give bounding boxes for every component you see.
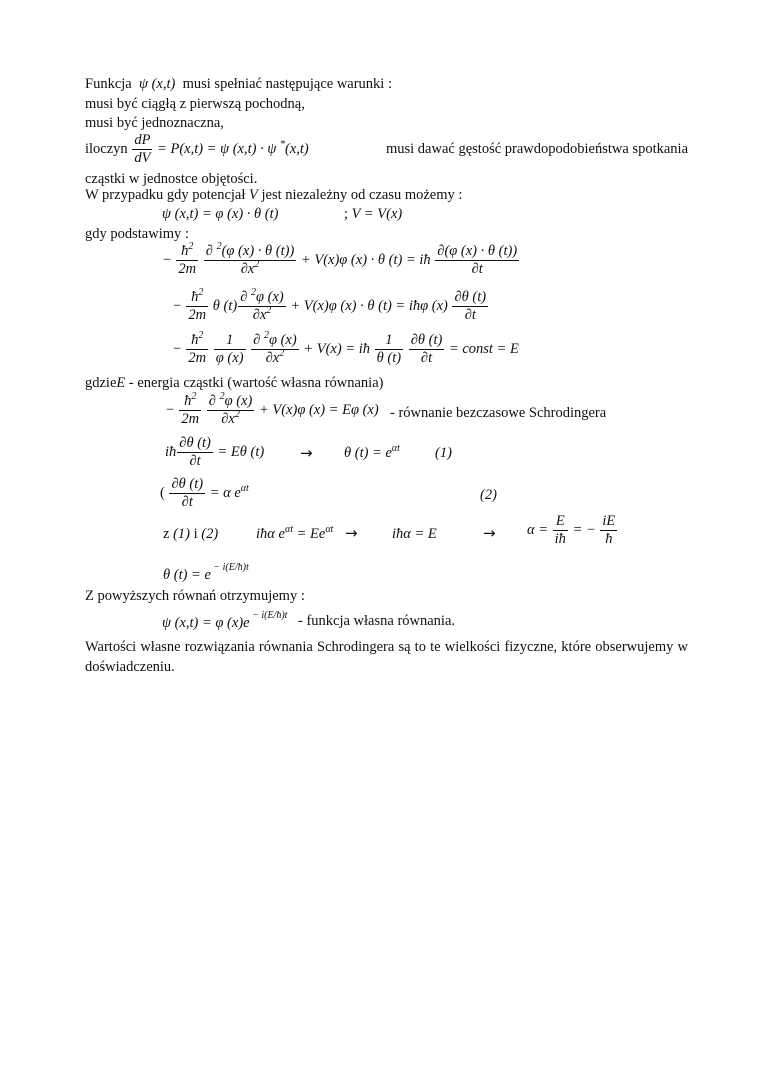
- text-iloczyn: iloczyn: [85, 141, 128, 157]
- line-potential: W przypadku gdy potencjał V jest niezależny od czasu możemy :: [85, 187, 463, 203]
- arrow-right-icon: →: [483, 524, 496, 542]
- math-psi-xt: ψ (x,t): [135, 76, 179, 92]
- line-funkcja: [85, 75, 392, 93]
- paragraph-conclusion: Wartości własne rozwiązania równania Schrodingera są to te wielkości fizyczne, które obserwujemy w doświadczeniu.: [85, 639, 688, 675]
- math-combined: iħα $e^{\alpha t} = Ee^{\alpha t}$: [256, 524, 334, 542]
- math-theta-derivative: ( $\frac{\partial\theta (t)}{\partial t}$ = α $e^{\alpha t}$: [160, 476, 249, 510]
- math-alpha: α = $\frac{E}{iħ}$ = − $\frac{iE}{ħ}$: [527, 513, 616, 547]
- math-probability-density: $\frac{dP}{dV}$ = P(x,t) = ψ (x,t) · ψ *(x,t): [134, 132, 309, 167]
- math-schrodinger-stationary: − $\frac{ħ^2}{2m}$ $\frac{\partial ^2\varphi (x)}{\partial x^2}$ + V(x)φ (x) = Eφ (x): [165, 391, 379, 427]
- math-theta-solution: θ (t) = e $^{- i(E/ħ)t}$: [163, 562, 249, 583]
- arrow-right-icon: →: [300, 444, 313, 462]
- math-equation-2: − $\frac{ħ^2}{2m}$ θ (t) $\frac{\partial ^2\varphi (x)}{\partial x^2}$ + V(x)φ (x) · θ (t) = iħφ (x) $\frac{\partial\theta (t)}{\partial t}$: [172, 287, 487, 323]
- math-theta-exp: θ $(t) = e^{\alpha t}$: [344, 443, 400, 461]
- line-substitute: gdy podstawimy :: [85, 226, 189, 242]
- math-equation-3: − $\frac{ħ^2}{2m}$ $\frac{1}{\varphi (x)}$ $\frac{\partial ^2\varphi (x)}{\partial x^2}$ + V(x) = iħ $\frac{1}{\theta (t)}$ $\frac{\partial\theta (t)}{\partial t}$ = const = E: [172, 330, 519, 366]
- text-stationary-note: - równanie bezczasowe Schrodingera: [390, 405, 607, 421]
- math-psi-solution: ψ (x,t) = φ (x)e $^{- i(E/ħ)t}$: [162, 610, 288, 631]
- math-equation-1: − $\frac{ħ^2}{2m}$ $\frac{\partial ^2(\varphi (x) \cdot \theta (t))}{\partial x^2}$ + V(x)φ (x) · θ (t) = iħ $\frac{\partial(\varphi (x) \cdot \theta (t))}{\partial t}$: [162, 241, 518, 277]
- text-z: z: [163, 526, 170, 542]
- text-iloczyn-meaning: musi dawać gęstość prawdopodobieństwa spotkania: [385, 141, 688, 157]
- math-separation: ψ (x,t) = φ (x) · θ (t): [162, 206, 279, 222]
- equation-tag-2: (2): [480, 487, 497, 503]
- line-from-equations: Z powyższych równań otrzymujemy :: [85, 588, 305, 604]
- text-energy-desc: - energia cząstki (wartość własna równania): [128, 375, 384, 391]
- math-ih-alpha: iħα = E: [392, 526, 437, 542]
- text-conditions: musi spełniać następujące warunki :: [182, 76, 392, 92]
- line-uniqueness: musi być jednoznaczna,: [85, 115, 224, 131]
- line-volume: cząstki w jednostce objętości.: [85, 171, 258, 187]
- line-continuity: musi być ciągłą z pierwszą pochodną,: [85, 96, 305, 112]
- text-eigenfunction-note: - funkcja własna równania.: [298, 613, 456, 629]
- math-potential-condition: ; V = V(x): [344, 206, 403, 222]
- arrow-right-icon: →: [345, 524, 358, 542]
- text-potential-b: jest niezależny od czasu możemy :: [261, 187, 463, 203]
- text-gdzie: gdzie: [85, 375, 117, 391]
- equation-tag-1: (1): [435, 445, 452, 461]
- text-funkcja: Funkcja: [85, 76, 132, 92]
- line-iloczyn: [85, 131, 688, 167]
- math-time-equation: iħ $\frac{\partial\theta (t)}{\partial t}$ = Eθ (t): [165, 435, 265, 469]
- text-potential-a: W przypadku gdy potencjał: [85, 187, 246, 203]
- line-energy: gdzieE - energia cząstki (wartość własna równania): [85, 375, 384, 391]
- text-i: i: [193, 526, 198, 542]
- line-combine: z (1) i (2): [163, 526, 219, 542]
